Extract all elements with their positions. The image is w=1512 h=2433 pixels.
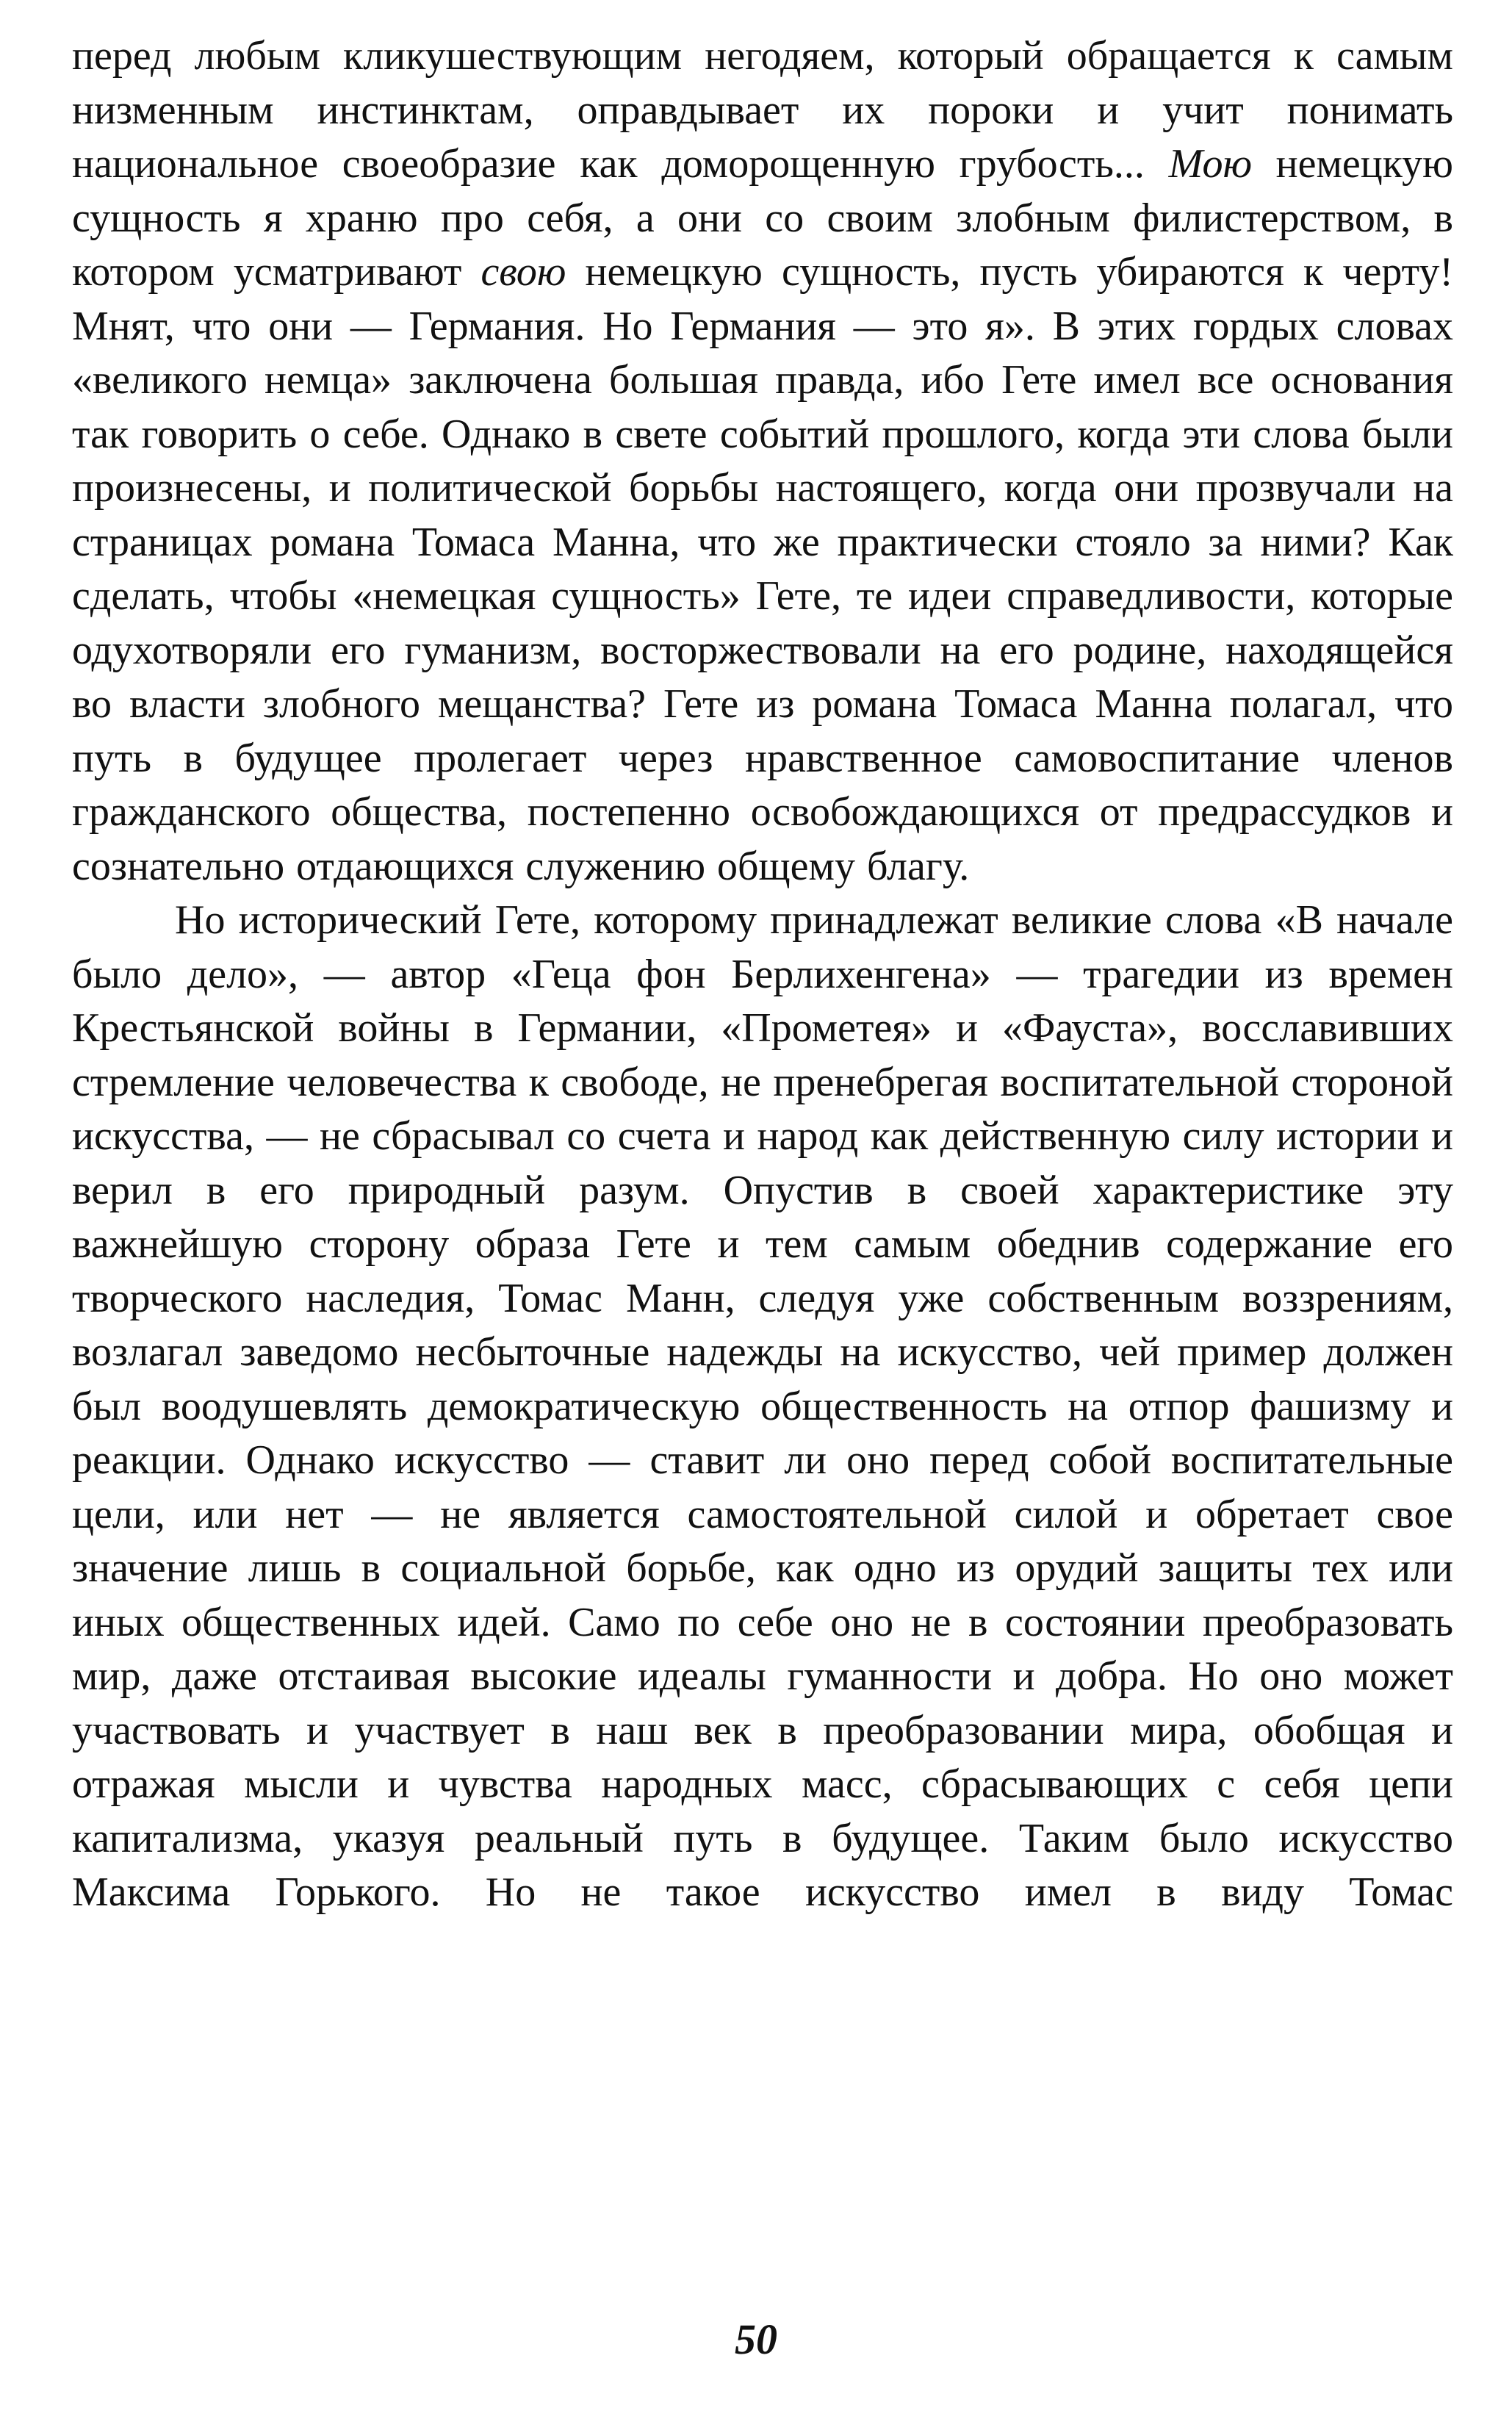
paragraph-1-italic-svoyu: свою xyxy=(480,249,566,295)
page-number: 50 xyxy=(735,2315,777,2363)
body-text xyxy=(72,29,1453,1920)
paragraph-1-segment: немецкую сущность, пусть убираются к черту! Мнят, что они — Германия. Но Германия — это я». В этих гордых словах «великого немца» заключена большая правда, ибо Гете имел все основания так говорить о себе. Однако в свете событий прошлого, когда эти слова были произнесены, и политической борьбы настоящего, когда они прозвучали на страницах романа Томаса Манна, что же практически стояло за ними? Как сделать, чтобы «немецкая сущность» Гете, те идеи справедливости, которые одухотворяли его гуманизм, восторжествовали на его родине, находящейся во власти злобного мещанства? Гете из романа Томаса Манна полагал, что путь в будущее пролегает через нравственное самовоспитание членов гражданского общества, постепенно освобождающихся от предрассудков и сознательно отдающихся служению общему благу. xyxy=(72,249,1453,889)
paragraph-1 xyxy=(72,29,1453,894)
paragraph-1-segment: перед любым кликушествующим негодяем, который обращается к самым низменным инстинктам, оправдывает их пороки и учит понимать национальное своеобразие как доморощенную грубость... xyxy=(72,33,1453,187)
paragraph-2-segment: Но исторический Гете, которому принадлежат великие слова «В начале было дело», — автор «Геца фон Берлихенгена» — трагедии из времен Крестьянской войны в Германии, «Прометея» и «Фауста», восславивших стремление человечества к свободе, не пренебрегая воспитательной стороной искусства, — не сбрасывал со счета и народ как действенную силу истории и верил в его природный разум. Опустив в своей характеристике эту важнейшую сторону образа Гете и тем самым обеднив содержание его творческого наследия, Томас Манн, следуя уже собственным воззрениям, возлагал заведомо несбыточные надежды на искусство, чей пример должен был воодушевлять демократическую общественность на отпор фашизму и реакции. Однако искусство — ставит ли оно перед собой воспитательные цели, или нет — не является самостоятельной силой и обретает свое значение лишь в социальной борьбе, как одно из орудий защиты тех или иных общественных идей. Само по себе оно не в состоянии преобразовать мир, даже отстаивая высокие идеалы гуманности и добра. Но оно может участвовать и участвует в наш век в преобразовании мира, обобщая и отражая мысли и чувства народных масс, сбрасывающих с себя цепи капитализма, указуя реальный путь в будущее. Таким было искусство Максима Горького. Но не такое искусство имел в виду Томас xyxy=(72,897,1453,1915)
paragraph-1-segment: немецкую сущность я храню про себя, а они со своим злобным филистерством, в котором усматривают xyxy=(72,141,1453,295)
paragraph-1-italic-moyu: Мою xyxy=(1168,141,1252,187)
paragraph-2 xyxy=(72,894,1453,1920)
